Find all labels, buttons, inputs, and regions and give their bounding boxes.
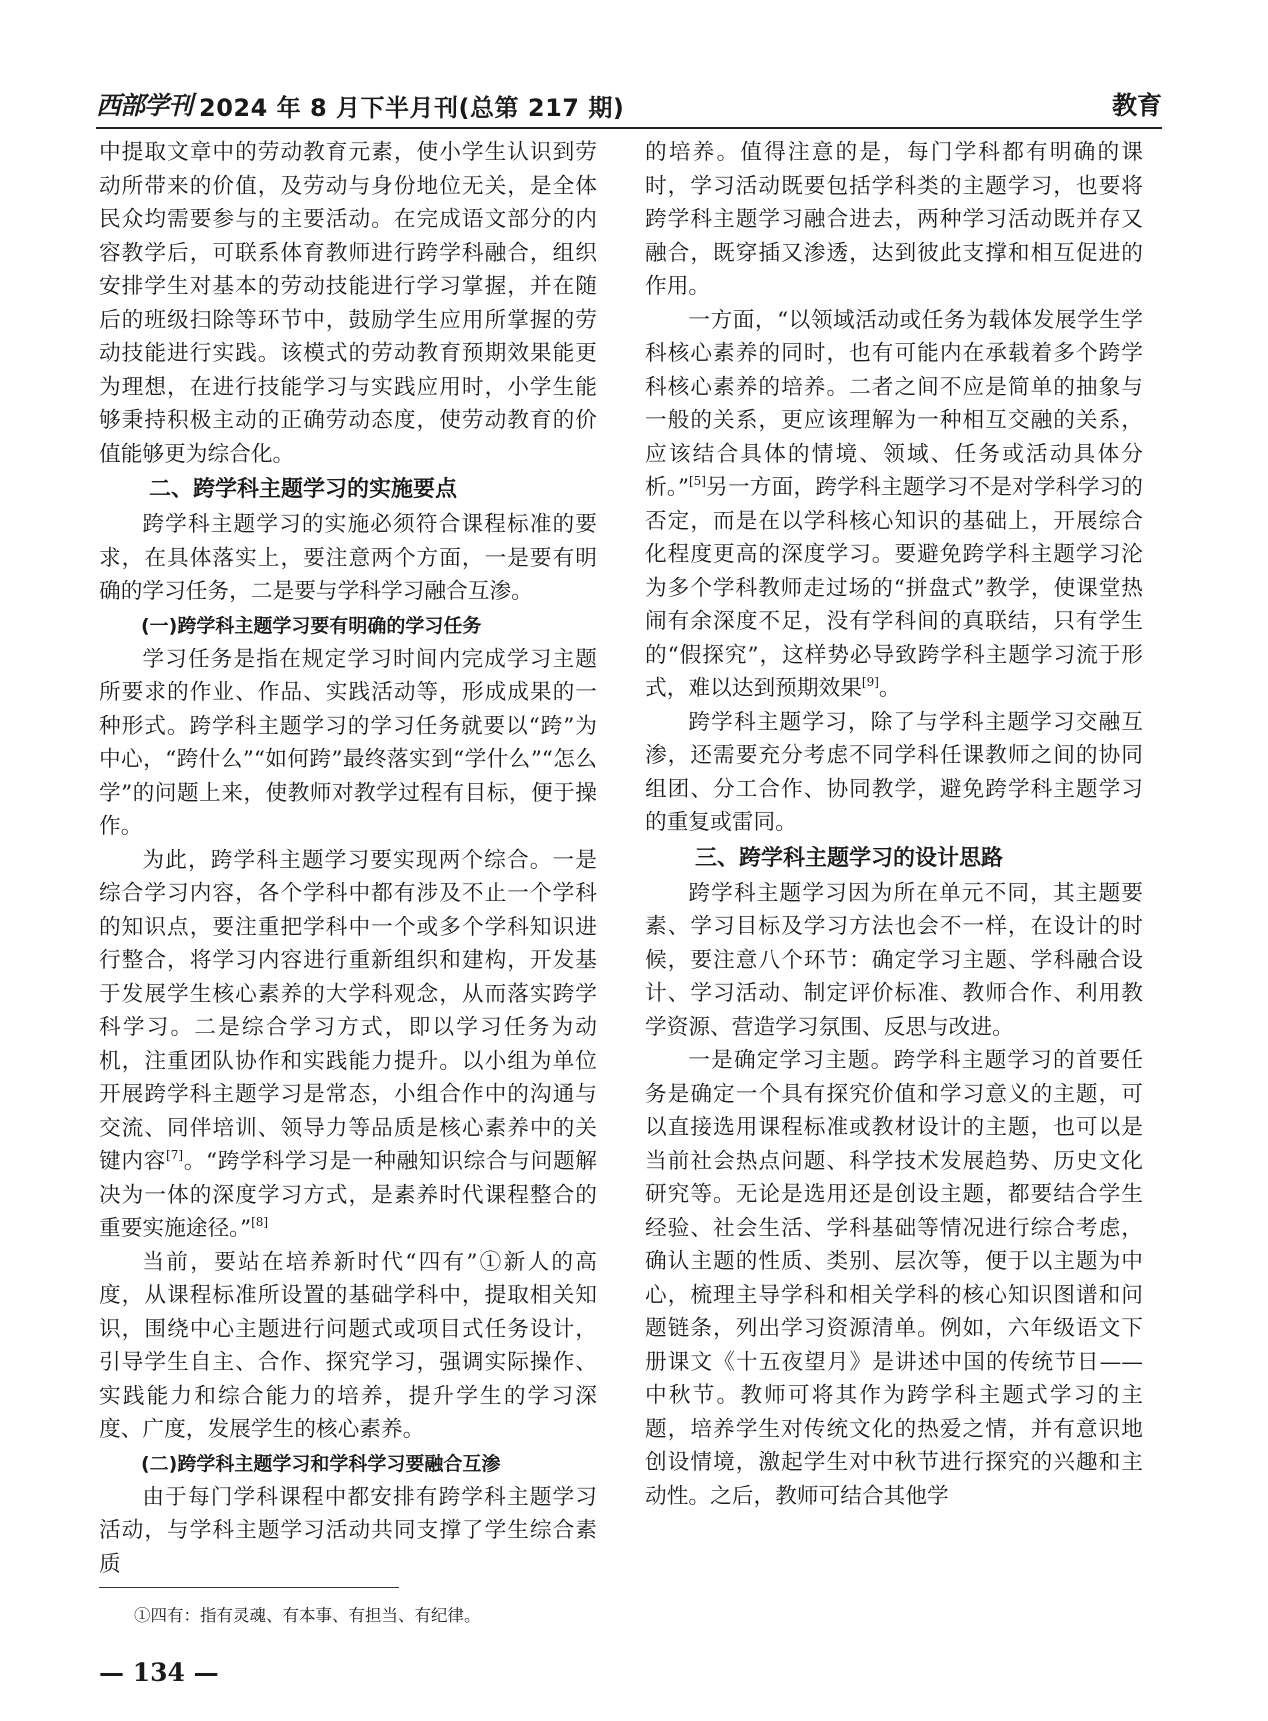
- right-column: [645, 136, 1143, 1513]
- journal-issue: 2024 年 8 月下半月刊(总第 217 期): [199, 94, 625, 122]
- paragraph: 跨学科主题学习的实施必须符合课程标准的要求，在具体落实上，要注意两个方面，一是要有明确的学习任务，二是要与学科学习融合互渗。: [99, 512, 597, 604]
- section-heading: 二、跨学科主题学习的实施要点: [149, 477, 458, 502]
- paragraph: 一是确定学习主题。跨学科主题学习的首要任务是确定一个具有探究价值和学习意义的主题，可以直接选用课程标准或教材设计的主题，也可以是当前社会热点问题、科学技术发展趋势、历史文化研究等。无论是选用还是创设主题，都要结合学生经验、社会生活、学科基础等情况进行综合考虑，确认主题的性质、类别、层次等，便于以主题为中心，梳理主导学科和相关学科的核心知识图谱和问题链条，列出学习资源清单。例如，六年级语文下册课文《十五夜望月》是讲述中国的传统节日——中秋节。教师可将其作为跨学科主题式学习的主题，培养学生对传统文化的热爱之情，并有意识地创设情境，激起学生对中秋节进行探究的兴趣和主动性。之后，教师可结合其他学: [645, 1048, 1143, 1509]
- section-heading: 三、跨学科主题学习的设计思路: [695, 845, 1004, 871]
- header-rule: [96, 127, 1162, 129]
- paragraph-text: 一方面，“以领域活动或任务为载体发展学生学科核心素养的同时，也有可能内在承载着多个跨学科核心素养的培养。二者之间不应是简单的抽象与一般的关系，更应该理解为一种相互交融的关系，应该结合具体的情境、领域、任务或活动具体分析。”: [645, 307, 1143, 500]
- paragraph: [99, 1246, 597, 1447]
- paragraph-text: 当前，要站在培养新时代“四有”: [142, 1249, 478, 1275]
- paragraph: [99, 844, 597, 1246]
- paragraph: 由于每门学科课程中都安排有跨学科主题学习活动，与学科主题学习活动共同支撑了学生综合素质: [99, 1484, 597, 1577]
- paragraph-text: 为此，跨学科主题学习要实现两个综合。一是综合学习内容，各个学科中都有涉及不止一个学科的知识点，要注重把学科中一个或多个学科知识进行整合，将学习内容进行重新组织和建构，开发基于发展学生核心素养的大学科观念，从而落实跨学科学习。二是综合学习方式，即以学习任务为动机，注重团队协作和实践能力提升。以小组为单位开展跨学科主题学习是常态，小组合作中的沟通与交流、同伴培训、领导力等品质是核心素养中的关键内容: [99, 847, 597, 1174]
- paragraph-text: 另一方面，跨学科主题学习不是对学科学习的否定，而是在以学科核心知识的基础上，开展综合化程度更高的深度学习。要避免跨学科主题学习沦为多个学科教师走过场的“拼盘式”教学，使课堂热闹有余深度不足，没有学科间的真联结，只有学生的“假探究”，这样势必导致跨学科主题学习流于形式，难以达到预期效果: [645, 475, 1143, 701]
- paragraph: 跨学科主题学习因为所在单元不同，其主题要素、学习目标及学习方法也会不一样，在设计的时候，要注意八个环节：确定学习主题、学科融合设计、学习活动、制定评价标准、教师合作、利用教学资源、营造学习氛围、反思与改进。: [645, 880, 1143, 1040]
- paragraph: [645, 304, 1143, 706]
- paragraph: 的培养。值得注意的是，每门学科都有明确的课时，学习活动既要包括学科类的主题学习，也要将跨学科主题学习融合进去，两种学习活动既并存又融合，既穿插又渗透，达到彼此支撑和相互促进的作用。: [645, 140, 1143, 299]
- paragraph-text: 。“跨学科学习是一种融知识综合与问题解决为一体的深度学习方式，是素养时代课程整合的重要实施途径。”: [99, 1149, 597, 1241]
- paragraph: 跨学科主题学习，除了与学科主题学习交融互渗，还需要充分考虑不同学科任课教师之间的协同组团、分工合作、协同教学，避免跨学科主题学习的重复或雷同。: [645, 709, 1143, 835]
- running-header: [96, 82, 1162, 122]
- citation-ref: [5]: [688, 474, 706, 488]
- paragraph-text: 新人的高度，从课程标准所设置的基础学科中，提取相关知识，围绕中心主题进行问题式或项目式任务设计，引导学生自主、合作、探究学习，强调实际操作、实践能力和综合能力的培养，提升学生的学习深度、广度，发展学生的核心素养。: [99, 1249, 597, 1442]
- footnote-rule: [99, 1587, 399, 1588]
- page-number: — 134 —: [99, 1658, 219, 1687]
- paragraph: 中提取文章中的劳动教育元素，使小学生认识到劳动所带来的价值，及劳动与身份地位无关，是全体民众均需要参与的主要活动。在完成语文部分的内容教学后，可联系体育教师进行跨学科融合，组织安排学生对基本的劳动技能进行学习掌握，并在随后的班级扫除等环节中，鼓励学生应用所掌握的劳动技能进行实践。该模式的劳动教育预期效果能更为理想，在进行技能学习与实践应用时，小学生能够秉持积极主动的正确劳动态度，使劳动教育的价值能够更为综合化。: [99, 140, 597, 467]
- footnote-marker: ①: [477, 1249, 504, 1275]
- footnote: ①四有：指有灵魂、有本事、有担当、有纪律。: [134, 1606, 481, 1625]
- subsection-heading: (二)跨学科主题学习和学科学习要融合互渗: [141, 1452, 501, 1475]
- citation-ref: [7]: [166, 1148, 184, 1162]
- citation-ref: [8]: [251, 1215, 269, 1229]
- journal-logo: 西部学刊: [96, 91, 193, 120]
- section-name: 教育: [1111, 91, 1162, 120]
- paragraph-text: 。: [878, 676, 901, 701]
- citation-ref: [9]: [861, 675, 879, 689]
- subsection-heading: (一)跨学科主题学习要有明确的学习任务: [141, 614, 482, 637]
- paragraph: 学习任务是指在规定学习时间内完成学习主题所要求的作业、作品、实践活动等，形成成果的一种形式。跨学科主题学习的学习任务就要以“跨”为中心，“跨什么”“如何跨”最终落实到“学什么”“怎么学”的问题上来，使教师对教学过程有目标，便于操作。: [99, 646, 597, 839]
- left-column: [99, 136, 597, 1581]
